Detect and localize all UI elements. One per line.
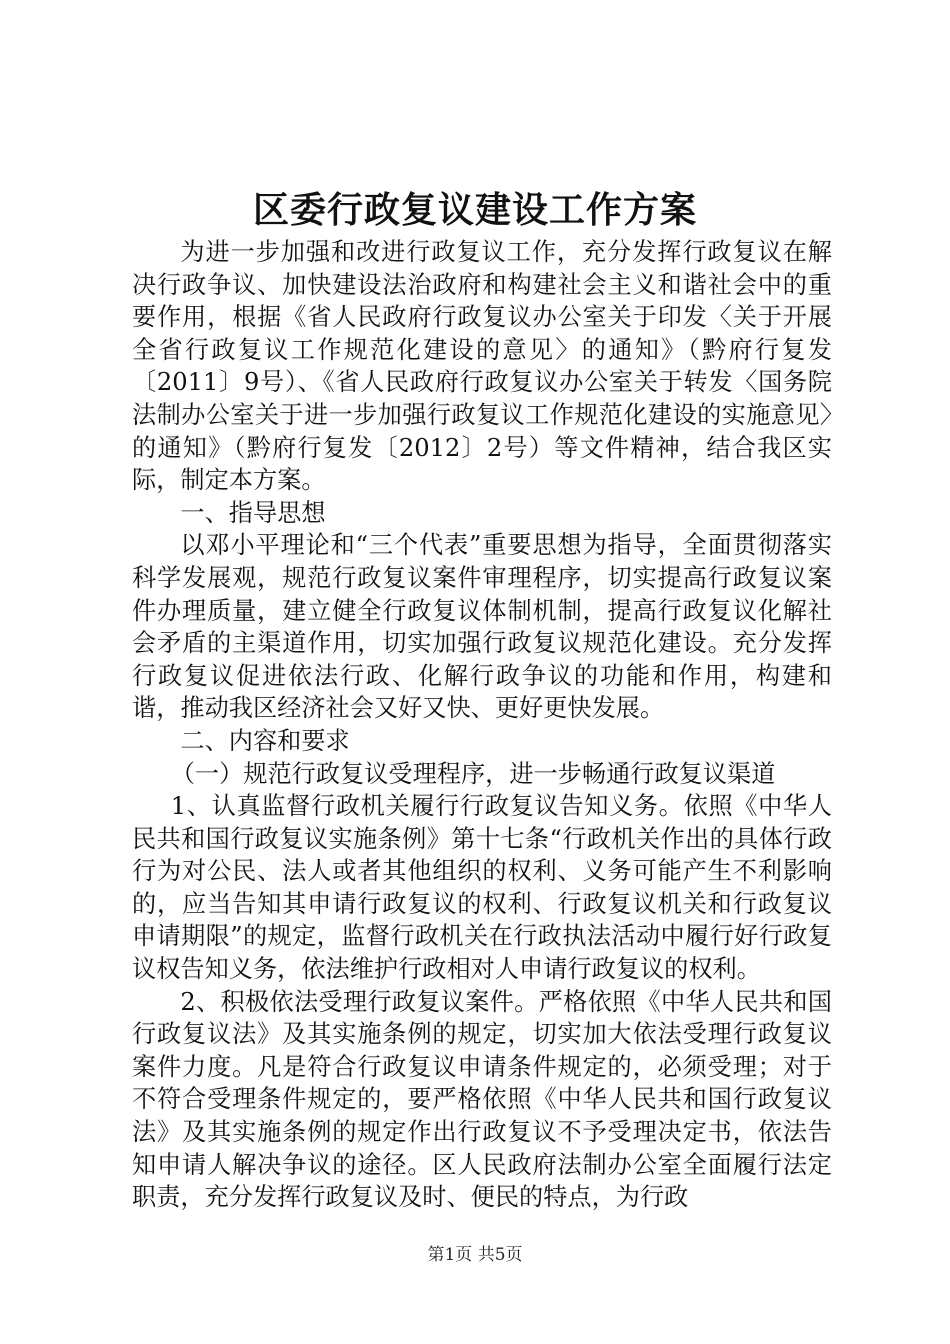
guiding-ideology-paragraph: 以邓小平理论和“三个代表”重要思想为指导，全面贯彻落实科学发展观，规范行政复议案件审理程序，切实提高行政复议案件办理质量，建立健全行政复议体制机制，提高行政复议化解社会矛盾的主渠道作用，切实加强行政复议规范化建设。充分发挥行政复议促进依法行政、化解行政争议的功能和作用，构建和谐，推动我区经济社会又好又快、更好更快发展。 — [132, 531, 832, 723]
item-paragraph-2: 2、积极依法受理行政复议案件。严格依照《中华人民共和国行政复议法》及其实施条例的规定，切实加大依法受理行政复议案件力度。凡是符合行政复议申请条件规定的，必须受理；对于不符合受理条件规定的，要严格依照《中华人民共和国行政复议法》及其实施条例的规定作出行政复议不予受理决定书，依法告知申请人解决争议的途径。区人民政府法制办公室全面履行法定职责，充分发挥行政复议及时、便民的特点，为行政 — [132, 987, 832, 1212]
document-body — [132, 236, 832, 1214]
section-heading-guiding-ideology: 一、指导思想 — [180, 498, 326, 527]
intro-paragraph: 为进一步加强和改进行政复议工作，充分发挥行政复议在解决行政争议、加快建设法治政府和构建社会主义和谐社会中的重要作用，根据《省人民政府行政复议办公室关于印发〈关于开展全省行政复议工作规范化建设的意见〉的通知》（黔府行复发〔2011〕9号）、《省人民政府行政复议办公室关于转发〈国务院法制办公室关于进一步加强行政复议工作规范化建设的实施意见〉的通知》（黔府行复发〔2012〕2号）等文件精神，结合我区实际，制定本方案。 — [132, 238, 832, 495]
subsection-heading-acceptance-procedure: （一）规范行政复议受理程序，进一步畅通行政复议渠道 — [170, 759, 776, 788]
section-heading-content-requirements: 二、内容和要求 — [180, 726, 350, 755]
page-number-footer: 第1页 共5页 — [427, 1245, 523, 1265]
item-paragraph-1: 1、认真监督行政机关履行行政复议告知义务。依照《中华人民共和国行政复议实施条例》第十七条“行政机关作出的具体行政行为对公民、法人或者其他组织的权利、义务可能产生不利影响的，应当告知其申请行政复议的权利、行政复议机关和行政复议申请期限”的规定，监督行政机关在行政执法活动中履行好行政复议权告知义务，依法维护行政相对人申请行政复议的权利。 — [132, 792, 832, 984]
document-title: 区委行政复议建设工作方案 — [252, 189, 697, 231]
